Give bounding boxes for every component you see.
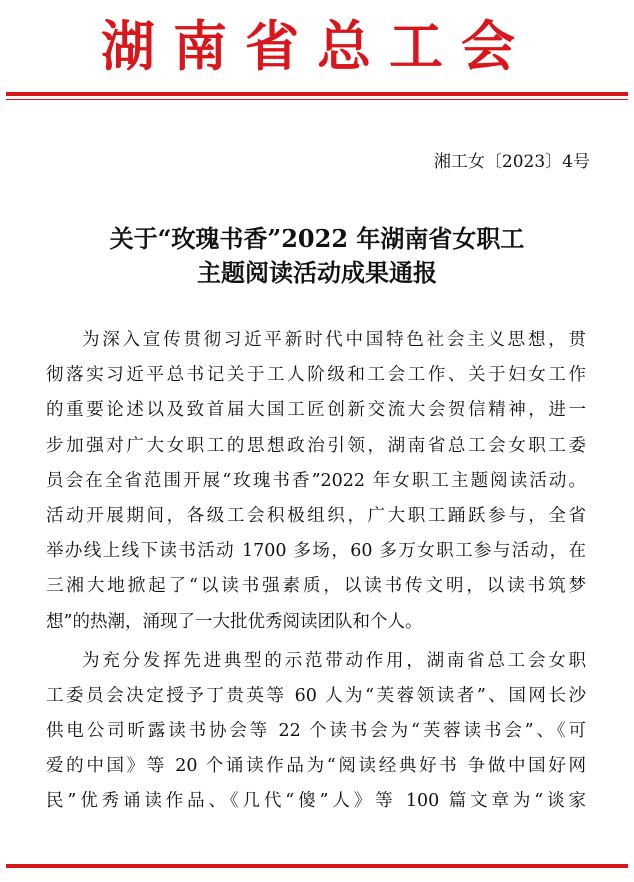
- document-number: 湘工女〔2023〕4号: [433, 152, 590, 172]
- body-line: 员会在全省范围开展“玫瑰书香”2022 年女职工主题阅读活动。: [46, 470, 586, 491]
- body-line: 民”优秀诵读作品、《几代“傻”人》等 100 篇文章为“谈家: [46, 791, 586, 812]
- body-line: 供电公司昕露读书协会等 22 个读书会为“芙蓉读书会”、《可: [46, 721, 586, 742]
- body-line: 想”的热潮，涌现了一大批优秀阅读团队和个人。: [46, 611, 423, 632]
- masthead-rule-thin: [6, 99, 628, 100]
- body-line: 彻落实习近平总书记关于工人阶级和工会工作、关于妇女工作: [46, 365, 586, 386]
- body-line: 为深入宣传贯彻习近平新时代中国特色社会主义思想，贯: [82, 330, 586, 350]
- title-line-2: 主题阅读活动成果通报: [197, 258, 437, 287]
- organization-masthead: 湖南省总工会: [101, 14, 533, 78]
- title-line-1: 关于“玫瑰书香”2022 年湖南省女职工: [109, 224, 525, 253]
- body-line: 的重要论述以及致首届大国工匠创新交流大会贺信精神，进一: [46, 400, 586, 421]
- body-line: 步加强对广大女职工的思想政治引领，湖南省总工会女职工委: [46, 435, 586, 456]
- masthead-rule-thick: [6, 92, 628, 96]
- body-line: 活动开展期间，各级工会积极组织，广大职工踊跃参与，全省: [46, 505, 586, 526]
- footer-rule: [6, 864, 628, 868]
- document-title: [40, 222, 594, 290]
- body-line: 举办线上线下读书活动 1700 多场，60 多万女职工参与活动，在: [46, 541, 586, 562]
- body-line: 三湘大地掀起了“以读书强素质，以读书传文明，以读书筑梦: [46, 576, 586, 597]
- document-body: [46, 323, 586, 820]
- body-line: 工委员会决定授予丁贵英等 60 人为“芙蓉领读者”、国网长沙: [46, 685, 586, 706]
- body-line: 爱的中国》等 20 个诵读作品为“阅读经典好书 争做中国好网: [46, 756, 586, 777]
- body-line: 为充分发挥先进典型的示范带动作用，湖南省总工会女职: [82, 650, 586, 671]
